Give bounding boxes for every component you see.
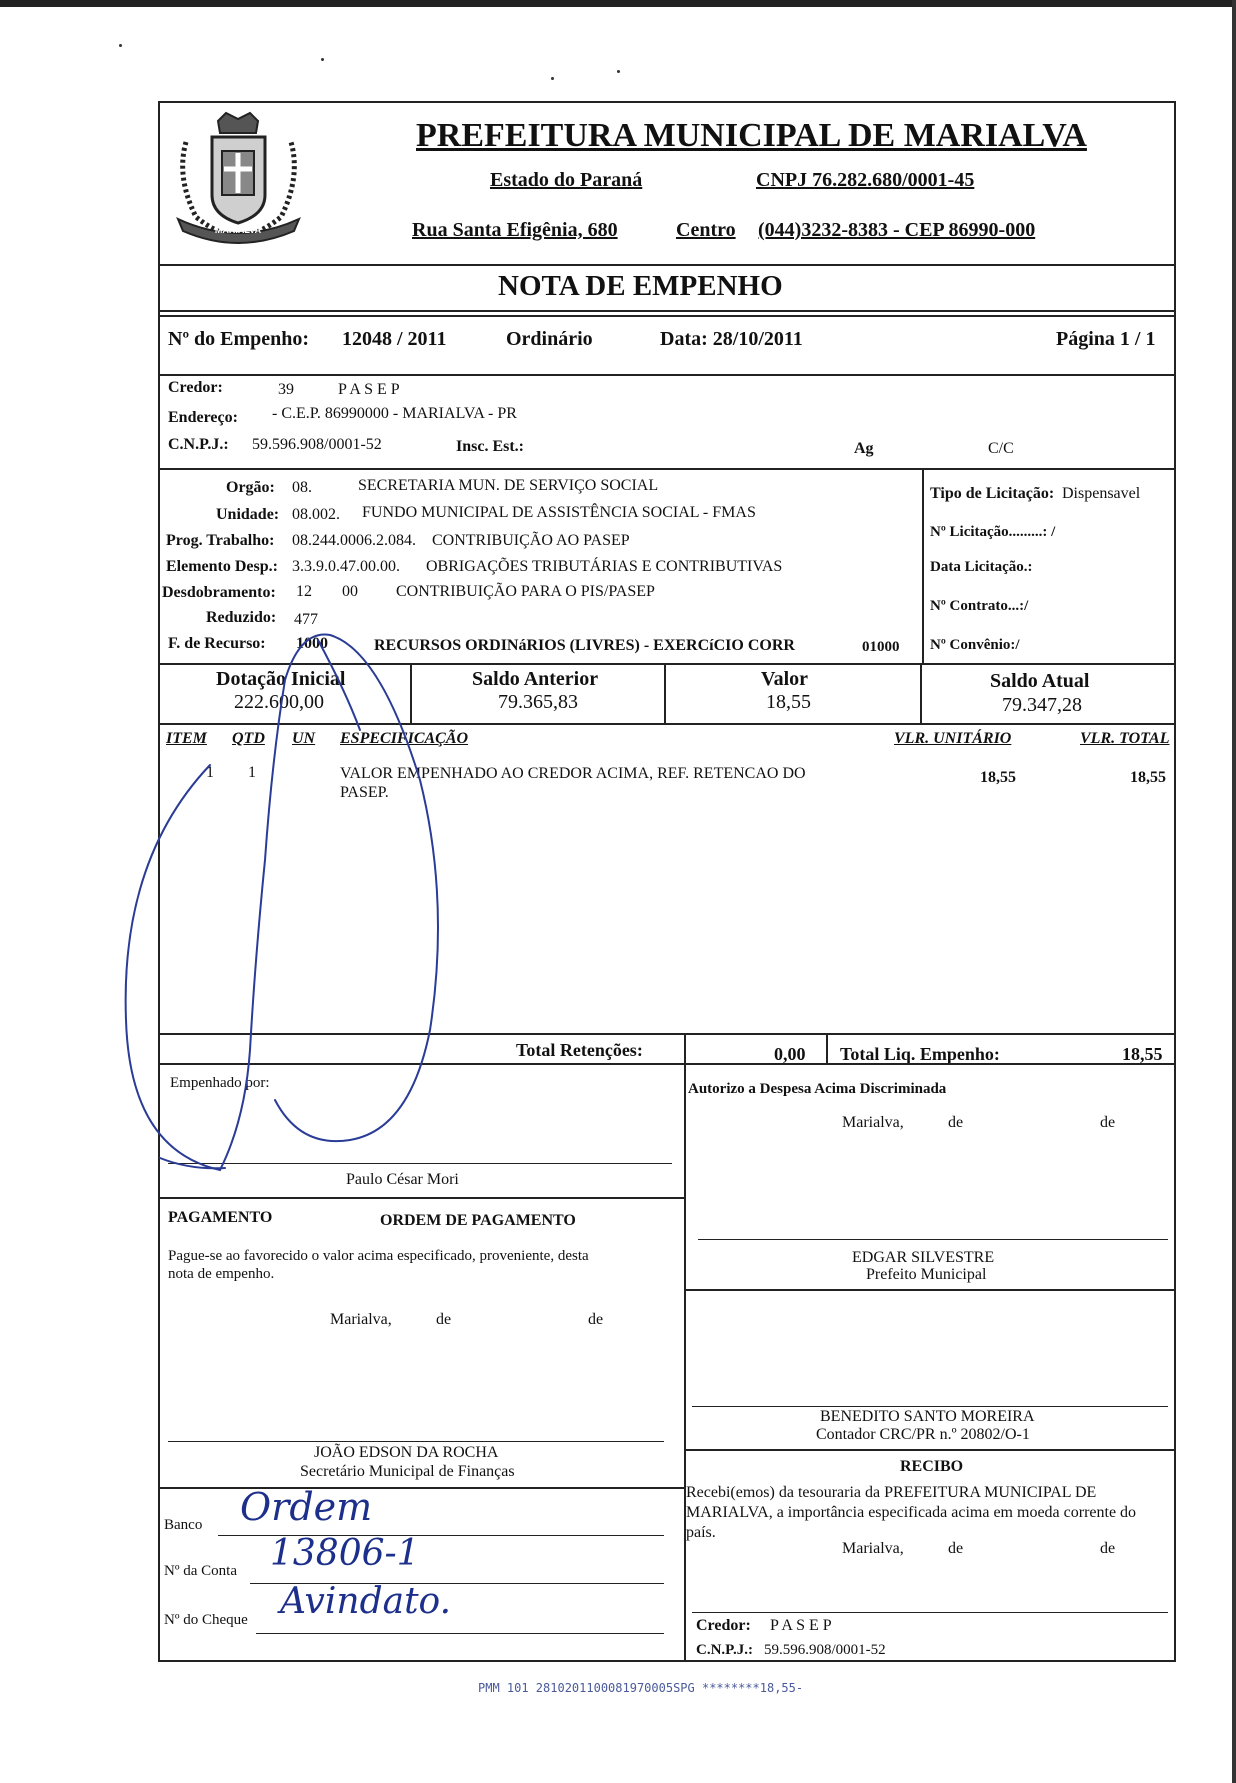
conta-handwriting: 13806-1	[270, 1533, 420, 1574]
doc-title: NOTA DE EMPENHO	[498, 270, 783, 302]
item-vlr-unitario: 18,55	[980, 769, 1016, 786]
unidade-code: 08.002.	[292, 506, 340, 523]
saldo-atual-label: Saldo Atual	[990, 670, 1090, 692]
conta-label: Nº da Conta	[164, 1563, 237, 1579]
total-liq-value: 18,55	[1122, 1044, 1163, 1064]
banco-handwriting: Ordem	[240, 1485, 373, 1529]
unidade-desc: FUNDO MUNICIPAL DE ASSISTÊNCIA SOCIAL - FMAS	[362, 504, 756, 521]
recibo-text-2: MARIALVA, a importância especificada acima em moeda corrente do	[686, 1504, 1137, 1521]
recibo-credor-value: P A S E P	[770, 1617, 832, 1634]
fonte-recurso-label: F. de Recurso:	[168, 635, 266, 652]
orgao-label: Orgão:	[226, 479, 275, 496]
recibo-de-1: de	[948, 1540, 964, 1557]
desdobramento-label: Desdobramento:	[162, 584, 276, 601]
pagamento-text-1: Pague-se ao favorecido o valor acima especificado, proveniente, desta	[168, 1248, 589, 1264]
total-retencoes-label: Total Retenções:	[516, 1040, 643, 1060]
divider	[664, 663, 666, 723]
pagamento-role: Secretário Municipal de Finanças	[300, 1463, 515, 1480]
col-vlr-unitario: VLR. UNITÁRIO	[894, 730, 1012, 747]
empenhado-por-signer: Paulo César Mori	[346, 1171, 459, 1188]
divider	[684, 1289, 1176, 1291]
item-qtd: 1	[248, 764, 256, 781]
divider	[410, 663, 412, 723]
elemento-code: 3.3.9.0.47.00.00.	[292, 558, 400, 575]
item-vlr-total: 18,55	[1130, 769, 1166, 786]
endereco-value: - C.E.P. 86990000 - MARIALVA - PR	[272, 405, 517, 422]
col-un: UN	[292, 730, 316, 747]
pagamento-place: Marialva,	[330, 1311, 392, 1328]
nota-de-empenho-form	[158, 101, 1176, 1662]
cheque-line	[256, 1633, 664, 1634]
divider	[160, 663, 1176, 665]
total-retencoes-value: 0,00	[774, 1044, 806, 1064]
signature-line	[698, 1239, 1168, 1240]
recibo-cnpj-value: 59.596.908/0001-52	[764, 1642, 886, 1658]
coat-of-arms-icon	[166, 107, 311, 247]
data-licitacao: Data Licitação.:	[930, 559, 1033, 575]
item-number: 1	[206, 764, 214, 781]
divider	[160, 264, 1176, 266]
num-licitacao: Nº Licitação.........: /	[930, 524, 1056, 540]
scan-top-edge	[0, 0, 1236, 7]
footer-code: PMM 101 2810201100081970005SPG ********18,55-	[478, 1681, 804, 1695]
scan-speck	[617, 70, 620, 73]
ag-label: Ag	[854, 440, 874, 457]
header-cnpj: CNPJ 76.282.680/0001-45	[756, 169, 975, 191]
signature-line	[168, 1441, 664, 1442]
elemento-desc: OBRIGAÇÕES TRIBUTÁRIAS E CONTRIBUTIVAS	[426, 558, 783, 575]
empenhado-por-label: Empenhado por:	[170, 1075, 270, 1091]
divider	[160, 374, 1176, 376]
elemento-label: Elemento Desp.:	[166, 558, 278, 575]
pagamento-de-1: de	[436, 1311, 452, 1328]
contador-role: Contador CRC/PR n.º 20802/O-1	[816, 1426, 1030, 1443]
autorizo-de-2: de	[1100, 1114, 1116, 1131]
scan-right-edge	[1232, 0, 1236, 1783]
header-phone-cep: (044)3232-8383 - CEP 86990-000	[758, 219, 1036, 241]
dotacao-label: Dotação Inicial	[216, 668, 346, 690]
credor-label: Credor:	[168, 379, 223, 396]
autorizo-de-1: de	[948, 1114, 964, 1131]
saldo-atual-value: 79.347,28	[1002, 694, 1082, 716]
item-desc-line-2: PASEP.	[340, 784, 389, 801]
total-liq-label: Total Liq. Empenho:	[840, 1044, 1000, 1064]
divider	[160, 1033, 1176, 1035]
saldo-anterior-label: Saldo Anterior	[472, 668, 599, 690]
scan-speck	[119, 44, 122, 47]
unidade-label: Unidade:	[216, 506, 280, 523]
recibo-credor-label: Credor:	[696, 1617, 751, 1634]
scan-speck	[551, 77, 554, 80]
dotacao-value: 222.600,00	[234, 691, 324, 713]
cheque-handwriting: Avindato.	[280, 1581, 452, 1622]
fonte-recurso-num: 01000	[862, 639, 900, 655]
cc-label: C/C	[988, 440, 1014, 457]
recibo-cnpj-label: C.N.P.J.:	[696, 1642, 753, 1658]
valor-label: Valor	[761, 668, 809, 690]
insc-est-label: Insc. Est.:	[456, 438, 525, 455]
col-qtd: QTD	[232, 730, 265, 747]
scan-speck	[321, 58, 324, 61]
empenho-page: Página 1 / 1	[1056, 328, 1156, 350]
divider	[920, 663, 922, 723]
credor-cnpj-value: 59.596.908/0001-52	[252, 436, 382, 453]
credor-code: 39	[278, 381, 294, 398]
autorizo-label: Autorizo a Despesa Acima Discriminada	[688, 1081, 947, 1097]
prog-trabalho-desc: CONTRIBUIÇÃO AO PASEP	[432, 532, 630, 549]
autorizo-role: Prefeito Municipal	[866, 1266, 987, 1283]
desdobramento-code-1: 12	[296, 583, 312, 600]
fonte-recurso-desc: RECURSOS ORDINáRIOS (LIVRES) - EXERCíCIO CORR	[374, 637, 795, 654]
recibo-title: RECIBO	[900, 1458, 964, 1475]
credor-cnpj-label: C.N.P.J.:	[168, 436, 229, 453]
divider	[684, 1033, 686, 1063]
credor-name: P A S E P	[338, 381, 400, 398]
divider	[160, 1063, 1176, 1065]
num-convenio: Nº Convênio:/	[930, 637, 1020, 653]
valor-value: 18,55	[766, 691, 811, 713]
signature-line	[692, 1406, 1168, 1407]
divider	[160, 1197, 686, 1199]
desdobramento-desc: CONTRIBUIÇÃO PARA O PIS/PASEP	[396, 583, 655, 600]
empenho-type: Ordinário	[506, 328, 593, 350]
desdobramento-code-2: 00	[342, 583, 358, 600]
divider	[160, 315, 1176, 317]
endereco-label: Endereço:	[168, 409, 238, 426]
empenho-num-value: 12048 / 2011	[342, 328, 447, 350]
autorizo-signer: EDGAR SILVESTRE	[852, 1249, 995, 1266]
cheque-label: Nº do Cheque	[164, 1612, 248, 1628]
pagamento-signer: JOÃO EDSON DA ROCHA	[314, 1444, 499, 1461]
header-title: PREFEITURA MUNICIPAL DE MARIALVA	[416, 117, 1087, 154]
ordem-pagamento-label: ORDEM DE PAGAMENTO	[380, 1212, 576, 1229]
svg-text:MARIALVA: MARIALVA	[214, 225, 262, 235]
pagamento-label: PAGAMENTO	[168, 1209, 273, 1226]
prog-trabalho-code: 08.244.0006.2.084.	[292, 532, 416, 549]
header-district: Centro	[676, 219, 736, 241]
orgao-desc: SECRETARIA MUN. DE SERVIÇO SOCIAL	[358, 477, 659, 494]
empenho-num-label: Nº do Empenho:	[168, 328, 310, 350]
divider	[922, 468, 924, 665]
col-vlr-total: VLR. TOTAL	[1080, 730, 1170, 747]
col-item: ITEM	[166, 730, 207, 747]
contador-signer: BENEDITO SANTO MOREIRA	[820, 1408, 1035, 1425]
num-contrato: Nº Contrato...:/	[930, 598, 1029, 614]
item-desc-line-1: VALOR EMPENHADO AO CREDOR ACIMA, REF. RETENCAO DO	[340, 765, 806, 782]
divider	[160, 310, 1176, 312]
signature-line	[168, 1163, 672, 1164]
divider	[160, 468, 1176, 470]
pagamento-de-2: de	[588, 1311, 604, 1328]
fonte-recurso-code: 1000	[296, 635, 328, 652]
autorizo-place: Marialva,	[842, 1114, 904, 1131]
signature-line	[692, 1612, 1168, 1613]
saldo-anterior-value: 79.365,83	[498, 691, 578, 713]
recibo-de-2: de	[1100, 1540, 1116, 1557]
reduzido-label: Reduzido:	[206, 609, 277, 626]
tipo-licitacao-label: Tipo de Licitação:	[930, 485, 1055, 502]
header-state: Estado do Paraná	[490, 169, 643, 191]
divider	[684, 1449, 1176, 1451]
divider	[160, 1487, 686, 1489]
col-especificacao: ESPECIFICAÇÃO	[340, 730, 469, 747]
pagamento-text-2: nota de empenho.	[168, 1266, 275, 1282]
recibo-text-1: Recebi(emos) da tesouraria da PREFEITURA MUNICIPAL DE	[686, 1484, 1097, 1501]
empenho-date: Data: 28/10/2011	[660, 328, 803, 350]
prog-trabalho-label: Prog. Trabalho:	[166, 532, 275, 549]
divider	[684, 1063, 686, 1662]
recibo-place: Marialva,	[842, 1540, 904, 1557]
header-street: Rua Santa Efigênia, 680	[412, 219, 618, 241]
divider	[826, 1033, 828, 1063]
divider	[160, 723, 1176, 725]
orgao-code: 08.	[292, 479, 312, 496]
tipo-licitacao-value: Dispensavel	[1062, 485, 1141, 502]
recibo-text-3: país.	[686, 1524, 716, 1541]
banco-label: Banco	[164, 1517, 203, 1533]
reduzido-code: 477	[294, 611, 318, 628]
